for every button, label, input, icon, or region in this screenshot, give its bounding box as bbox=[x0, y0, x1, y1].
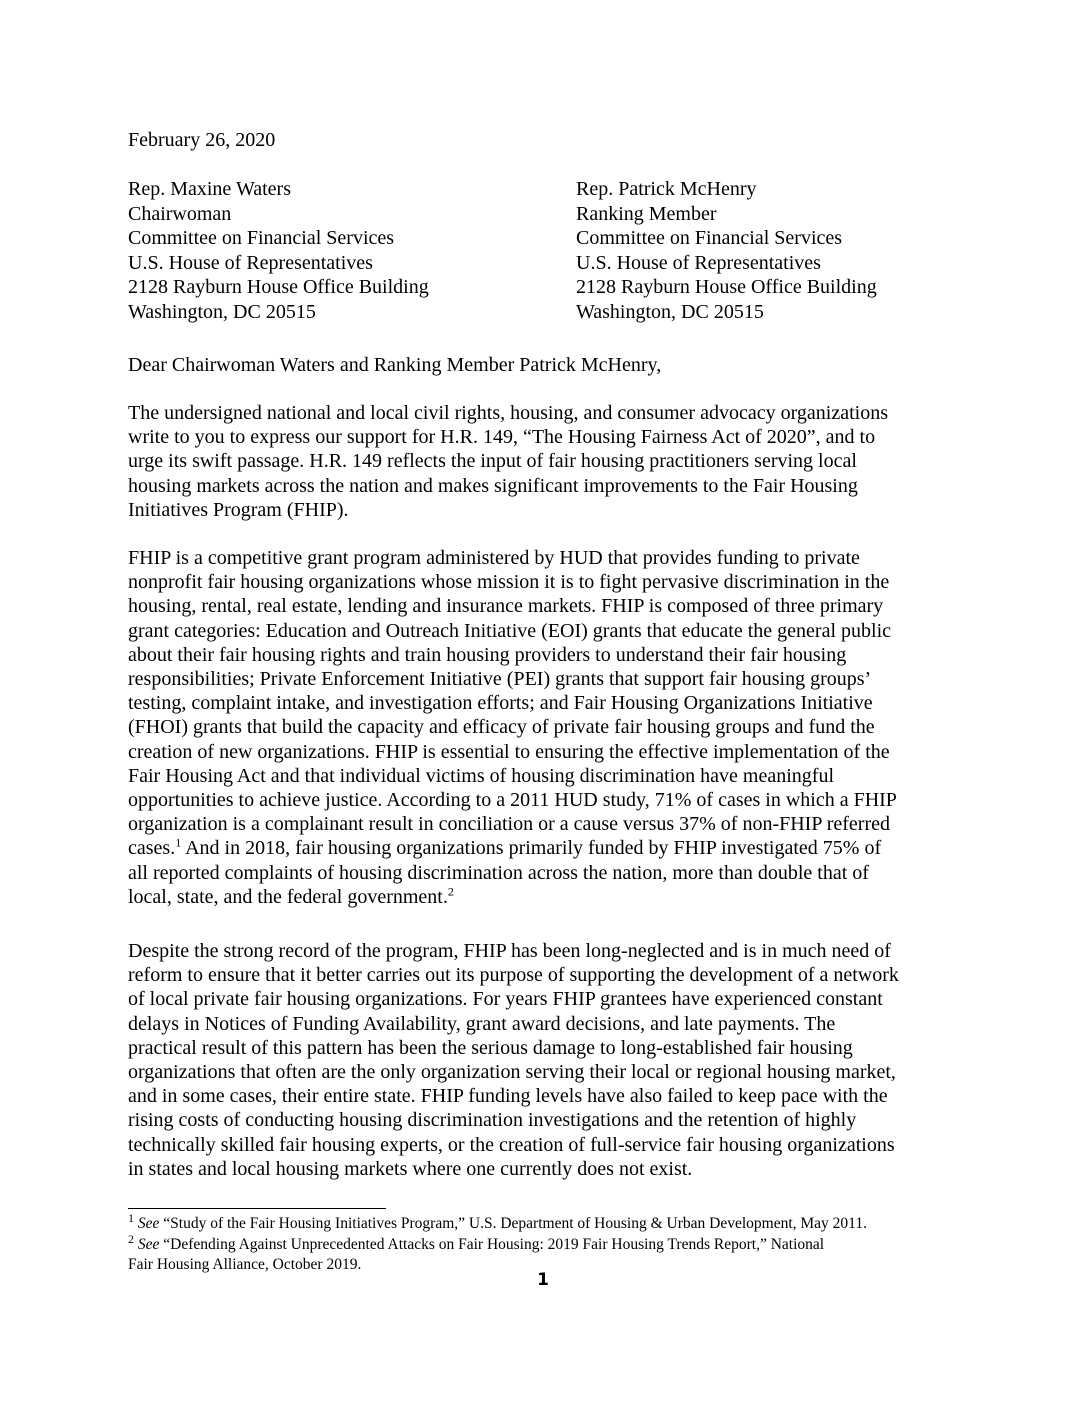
text-line: (FHOI) grants that build the capacity and efficacy of private fair housing groups and fund the bbox=[128, 716, 875, 739]
text-line: housing, rental, real estate, lending and insurance markets. FHIP is composed of three primary bbox=[128, 595, 884, 618]
text-line: write to you to express our support for H.R. 149, “The Housing Fairness Act of 2020”, and to bbox=[128, 426, 876, 449]
letter-page bbox=[128, 0, 958, 1408]
text-line: practical result of this pattern has been the serious damage to long-established fair housing bbox=[128, 1036, 853, 1059]
text-line: delays in Notices of Funding Availability, grant award decisions, and late payments. The bbox=[128, 1012, 836, 1035]
text-line: nonprofit fair housing organizations whose mission it is to fight pervasive discrimination in the bbox=[128, 571, 890, 594]
footnote-ref-1[interactable]: 1 bbox=[175, 835, 182, 850]
text-line: creation of new organizations. FHIP is essential to ensuring the effective implementation of the bbox=[128, 740, 890, 763]
text-line: technically skilled fair housing experts, or the creation of full-service fair housing organizations bbox=[128, 1133, 895, 1156]
footnotes bbox=[128, 1210, 958, 1275]
text-line: opportunities to achieve justice. According to a 2011 HUD study, 71% of cases in which a FHIP bbox=[128, 789, 897, 812]
address-line: Washington, DC 20515 bbox=[128, 300, 316, 323]
address-line: Washington, DC 20515 bbox=[576, 300, 764, 323]
footnote-divider bbox=[128, 1208, 386, 1209]
footnote-marker: 1 bbox=[128, 1210, 134, 1225]
text-line: rising costs of conducting housing discrimination investigations and the retention of highly bbox=[128, 1109, 857, 1132]
text-line: Initiatives Program (FHIP). bbox=[128, 498, 349, 521]
text-line: of local private fair housing organizations. For years FHIP grantees have experienced constant bbox=[128, 988, 883, 1011]
text-segment: local, state, and the federal government. bbox=[128, 885, 448, 908]
text-line: FHIP is a competitive grant program administered by HUD that provides funding to private bbox=[128, 547, 860, 569]
text-line: about their fair housing rights and train housing providers to understand their fair housing bbox=[128, 643, 847, 666]
address-line: Ranking Member bbox=[576, 202, 717, 225]
footnote-ref-2[interactable]: 2 bbox=[447, 884, 454, 899]
address-line: 2128 Rayburn House Office Building bbox=[576, 276, 877, 298]
text-line: Fair Housing Act and that individual victims of housing discrimination have meaningful bbox=[128, 764, 835, 787]
text-line: testing, complaint intake, and investigation efforts; and Fair Housing Organizations Initiative bbox=[128, 692, 873, 715]
footnote-see: See bbox=[137, 1236, 160, 1253]
footnote-marker: 2 bbox=[128, 1231, 134, 1246]
page-number: 1 bbox=[537, 1270, 549, 1290]
paragraph-1 bbox=[128, 401, 958, 522]
footnote-1 bbox=[128, 1210, 958, 1234]
text-line bbox=[128, 885, 958, 909]
text-line: in states and local housing markets where one currently does not exist. bbox=[128, 1157, 693, 1180]
recipient-address-right bbox=[576, 177, 877, 324]
text-segment: cases. bbox=[128, 837, 176, 860]
address-line: Rep. Maxine Waters bbox=[128, 178, 291, 200]
text-line: The undersigned national and local civil rights, housing, and consumer advocacy organizations bbox=[128, 402, 888, 424]
text-line: reform to ensure that it better carries out its purpose of supporting the development of a network bbox=[128, 964, 899, 987]
address-line: Committee on Financial Services bbox=[576, 227, 843, 249]
text-line: grant categories: Education and Outreach Initiative (EOI) grants that educate the general public bbox=[128, 619, 892, 642]
text-line: urge its swift passage. H.R. 149 reflects the input of fair housing practitioners serving local bbox=[128, 450, 857, 473]
text-segment: And in 2018, fair housing organizations primarily funded by FHIP investigated 75% of bbox=[181, 837, 882, 860]
text-line: Despite the strong record of the program, FHIP has been long-neglected and is in much need of bbox=[128, 940, 891, 962]
text-line: housing markets across the nation and makes significant improvements to the Fair Housing bbox=[128, 474, 858, 497]
paragraph-2 bbox=[128, 546, 958, 909]
footnote-text: “Study of the Fair Housing Initiatives Program,” U.S. Department of Housing & Urban Development, May 2011. bbox=[163, 1215, 867, 1232]
footnote-see: See bbox=[137, 1215, 160, 1232]
text-line bbox=[128, 836, 958, 860]
text-line: and in some cases, their entire state. FHIP funding levels have also failed to keep pace with the bbox=[128, 1085, 888, 1108]
address-line: U.S. House of Representatives bbox=[576, 251, 821, 274]
footnote-2 bbox=[128, 1231, 958, 1255]
text-line: responsibilities; Private Enforcement Initiative (PEI) grants that support fair housing groups’ bbox=[128, 668, 872, 691]
text-line: all reported complaints of housing discrimination across the nation, more than double that of bbox=[128, 861, 869, 884]
letter-date: February 26, 2020 bbox=[128, 129, 276, 151]
text-line: organizations that often are the only organization serving their local or regional housing market, bbox=[128, 1061, 896, 1084]
address-line: Chairwoman bbox=[128, 202, 232, 225]
paragraph-3 bbox=[128, 939, 958, 1181]
address-line: Committee on Financial Services bbox=[128, 227, 395, 249]
footnote-2-continued: Fair Housing Alliance, October 2019. bbox=[128, 1256, 362, 1273]
address-line: U.S. House of Representatives bbox=[128, 251, 373, 274]
salutation: Dear Chairwoman Waters and Ranking Member Patrick McHenry, bbox=[128, 354, 662, 376]
recipient-address-left bbox=[128, 177, 429, 324]
text-line: organization is a complainant result in conciliation or a cause versus 37% of non-FHIP referred bbox=[128, 813, 890, 836]
address-line: Rep. Patrick McHenry bbox=[576, 178, 757, 200]
address-line: 2128 Rayburn House Office Building bbox=[128, 276, 429, 298]
footnote-text: “Defending Against Unprecedented Attacks on Fair Housing: 2019 Fair Housing Trends Report,” National bbox=[163, 1236, 825, 1253]
